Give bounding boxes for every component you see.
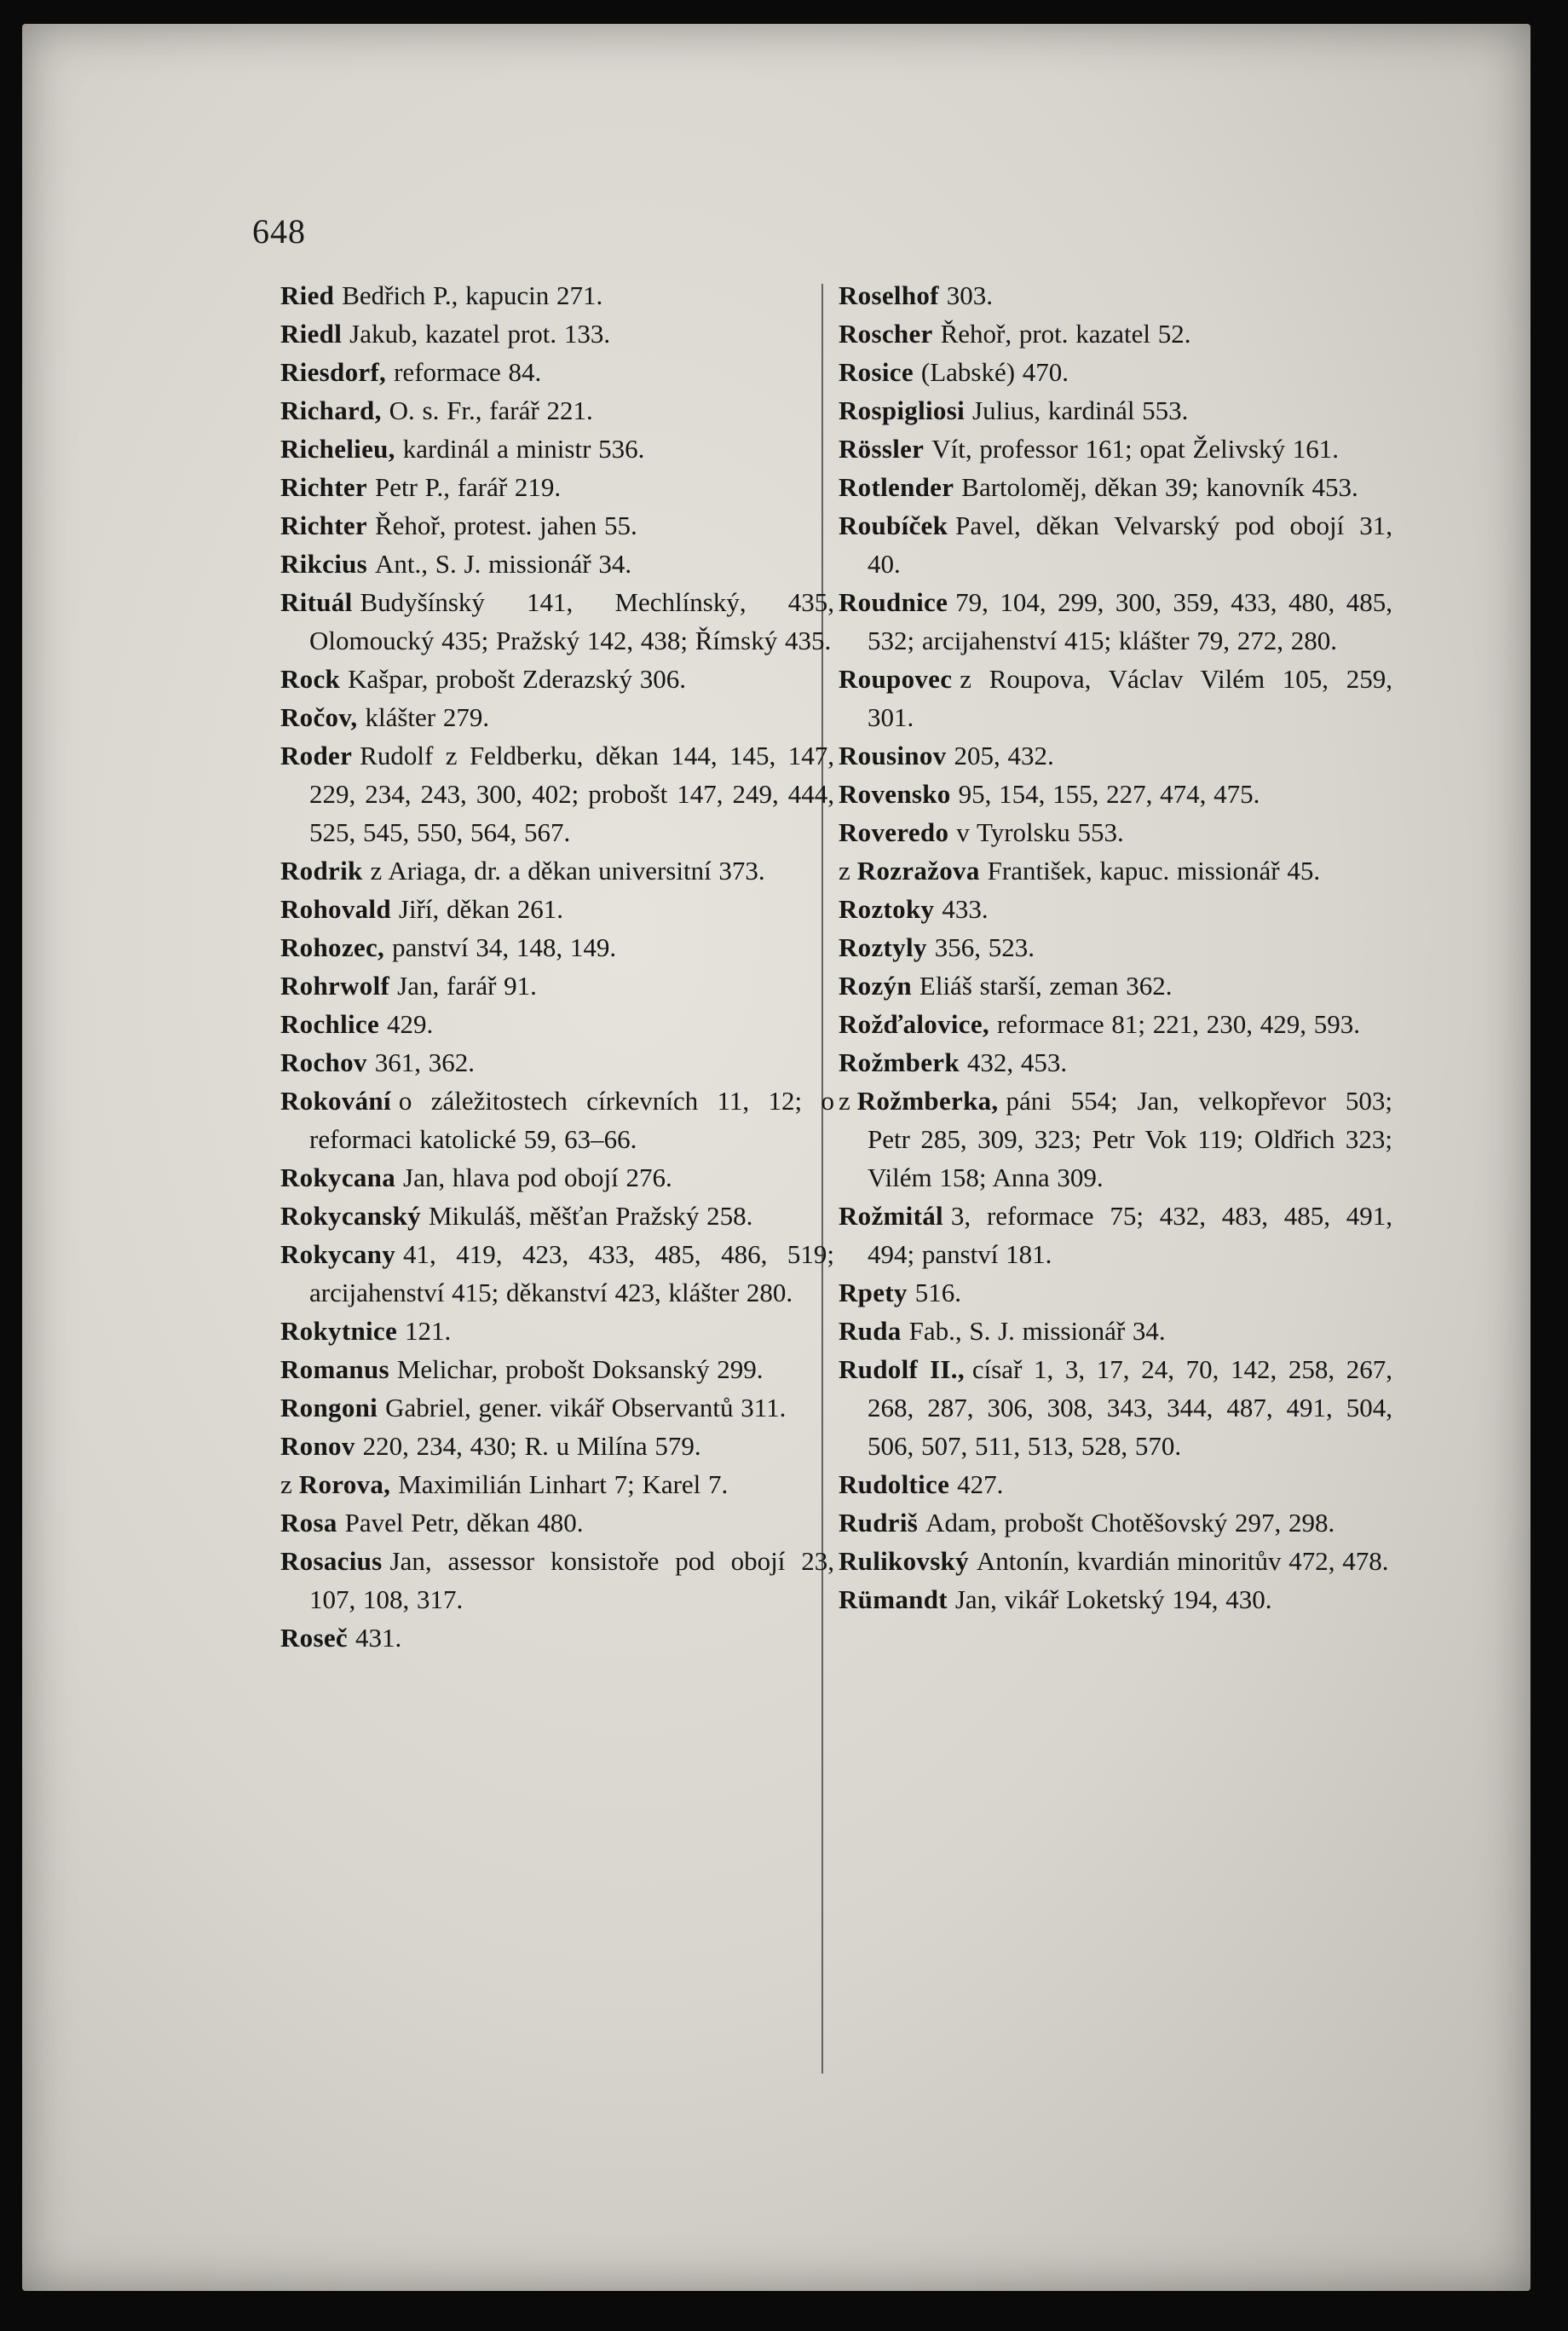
index-entry — [280, 736, 834, 851]
index-entry — [839, 1005, 1392, 1043]
entry-headword: Ročov, — [280, 702, 358, 732]
index-entry — [280, 966, 834, 1005]
index-entry — [280, 468, 834, 506]
entry-headword: Rosacius — [280, 1546, 383, 1576]
index-entry — [280, 1618, 834, 1657]
entry-references: páni 554; Jan, velkopřevor 503; Petr 285, 309, 323; Petr Vok 119; Oldřich 323; Vilém 158; Anna 309. — [868, 1086, 1392, 1192]
entry-references: z Ariaga, dr. a děkan universitní 373. — [370, 856, 765, 886]
index-entry — [839, 1542, 1392, 1580]
entry-headword: Richter — [280, 511, 367, 540]
entry-references: Bedřich P., kapucin 271. — [342, 280, 603, 310]
entry-references: Antonín, kvardián minoritův 472, 478. — [976, 1546, 1389, 1576]
entry-references: panství 34, 148, 149. — [392, 932, 617, 962]
entry-headword: Roselhof — [839, 280, 939, 310]
entry-references: Eliáš starší, zeman 362. — [919, 971, 1173, 1001]
entry-headword: Rožmberka, — [856, 1086, 999, 1116]
entry-headword: Roudnice — [839, 587, 948, 617]
entry-references: 95, 154, 155, 227, 474, 475. — [958, 779, 1260, 809]
entry-references: kardinál a ministr 536. — [402, 434, 645, 464]
index-entry — [280, 353, 834, 391]
index-entry — [839, 276, 1392, 314]
index-entry — [839, 1312, 1392, 1350]
entry-references: Jakub, kazatel prot. 133. — [349, 319, 611, 349]
index-entry — [839, 1350, 1392, 1465]
page-number: 648 — [252, 212, 306, 251]
entry-references: František, kapuc. missionář 45. — [987, 856, 1321, 886]
entry-references: 303. — [946, 280, 994, 310]
index-entry — [280, 1312, 834, 1350]
entry-headword: Rorova, — [298, 1469, 391, 1499]
entry-references: Vít, professor 161; opat Želivský 161. — [931, 434, 1339, 464]
index-entry — [839, 391, 1392, 430]
index-entry — [839, 1580, 1392, 1618]
entry-headword: Rikcius — [280, 549, 368, 579]
entry-headword: Roztyly — [839, 932, 927, 962]
index-entry — [839, 736, 1392, 775]
index-entry — [839, 775, 1392, 813]
entry-references: Řehoř, protest. jahen 55. — [374, 511, 637, 540]
entry-headword: Rokování — [280, 1086, 391, 1116]
entry-references: Jan, assessor konsistoře pod obojí 23, 107, 108, 317. — [309, 1546, 834, 1614]
entry-headword: Rovensko — [839, 779, 951, 809]
entry-headword: Rozražova — [856, 856, 980, 886]
index-entry — [280, 583, 834, 660]
entry-references: Řehoř, prot. kazatel 52. — [940, 319, 1191, 349]
book-page — [22, 24, 1531, 2291]
entry-references: (Labské) 470. — [920, 357, 1069, 387]
entry-references: Fab., S. J. missionář 34. — [908, 1316, 1166, 1346]
index-entry — [280, 1158, 834, 1197]
entry-prefix: z — [839, 856, 850, 886]
entry-headword: Rospigliosi — [839, 395, 966, 425]
index-entry — [280, 1465, 834, 1503]
entry-references: Maximilián Linhart 7; Karel 7. — [398, 1469, 729, 1499]
entry-headword: Rodrik — [280, 856, 363, 886]
entry-references: 41, 419, 423, 433, 485, 486, 519; arcijahenství 415; děkanství 423, klášter 280. — [309, 1239, 834, 1307]
entry-headword: Roscher — [839, 319, 933, 349]
entry-references: z Roupova, Václav Vilém 105, 259, 301. — [868, 664, 1392, 732]
entry-references: 79, 104, 299, 300, 359, 433, 480, 485, 532; arcijahenství 415; klášter 79, 272, 280. — [868, 587, 1392, 655]
index-entry — [280, 506, 834, 545]
index-entry — [839, 813, 1392, 851]
entry-references: Ant., S. J. missionář 34. — [375, 549, 632, 579]
index-entry — [280, 1082, 834, 1158]
entry-references: reformace 81; 221, 230, 429, 593. — [996, 1009, 1360, 1039]
entry-references: císař 1, 3, 17, 24, 70, 142, 258, 267, 268, 287, 306, 308, 343, 344, 487, 491, 504, 506, 507, 511, 513, 528, 570. — [868, 1354, 1392, 1461]
index-entry — [839, 1465, 1392, 1503]
entry-headword: Rudolf II., — [839, 1354, 965, 1384]
index-entry — [280, 276, 834, 314]
entry-references: 432, 453. — [966, 1047, 1068, 1077]
entry-headword: Ruda — [839, 1316, 902, 1346]
index-entry — [280, 1350, 834, 1388]
entry-references: Gabriel, gener. vikář Observantů 311. — [385, 1393, 787, 1422]
index-column-left — [280, 276, 834, 1657]
entry-headword: Rožďalovice, — [839, 1009, 989, 1039]
entry-references: o záležitostech církevních 11, 12; o reformaci katolické 59, 63–66. — [309, 1086, 834, 1154]
entry-headword: Rousinov — [839, 741, 947, 770]
index-entry — [839, 353, 1392, 391]
entry-references: Adam, probošt Chotěšovský 297, 298. — [925, 1508, 1335, 1538]
entry-references: Pavel Petr, děkan 480. — [344, 1508, 584, 1538]
entry-headword: Rohrwolf — [280, 971, 390, 1001]
entry-headword: Rochov — [280, 1047, 367, 1077]
entry-prefix: z — [280, 1469, 292, 1499]
entry-headword: Rotlender — [839, 472, 954, 502]
index-entry — [280, 660, 834, 698]
entry-headword: Rongoni — [280, 1393, 378, 1422]
entry-references: 205, 432. — [954, 741, 1054, 770]
entry-headword: Rohovald — [280, 894, 391, 924]
entry-headword: Rössler — [839, 434, 925, 464]
entry-references: 220, 234, 430; R. u Milína 579. — [362, 1431, 701, 1461]
entry-headword: Rožmitál — [839, 1201, 943, 1231]
entry-headword: Ronov — [280, 1431, 355, 1461]
entry-headword: Rožmberk — [839, 1047, 960, 1077]
entry-headword: Rpety — [839, 1278, 908, 1307]
entry-references: Mikuláš, měšťan Pražský 258. — [428, 1201, 753, 1231]
index-entry — [839, 851, 1392, 890]
entry-references: Melichar, probošt Doksanský 299. — [396, 1354, 764, 1384]
index-entry — [280, 1427, 834, 1465]
entry-headword: Rosice — [839, 357, 914, 387]
entry-headword: Rochlice — [280, 1009, 380, 1039]
index-entry — [839, 1082, 1392, 1197]
entry-headword: Roder — [280, 741, 353, 770]
entry-references: 429. — [387, 1009, 434, 1039]
index-entry — [280, 890, 834, 928]
index-entry — [839, 1043, 1392, 1082]
index-entry — [280, 1503, 834, 1542]
index-column-right — [839, 276, 1392, 1618]
entry-headword: Rudoltice — [839, 1469, 950, 1499]
entry-references: Kašpar, probošt Zderazský 306. — [348, 664, 686, 694]
index-entry — [839, 506, 1392, 583]
entry-references: Budyšínský 141, Mechlínský, 435, Olomoucký 435; Pražský 142, 438; Římský 435. — [309, 587, 834, 655]
entry-references: Jan, hlava pod obojí 276. — [403, 1163, 672, 1192]
index-entry — [280, 430, 834, 468]
index-entry — [839, 966, 1392, 1005]
entry-headword: Rituál — [280, 587, 353, 617]
entry-references: 3, reformace 75; 432, 483, 485, 491, 494; panství 181. — [868, 1201, 1392, 1269]
entry-references: v Tyrolsku 553. — [956, 817, 1124, 847]
entry-headword: Richard, — [280, 395, 382, 425]
entry-headword: Roztoky — [839, 894, 935, 924]
entry-references: 121. — [405, 1316, 452, 1346]
entry-references: O. s. Fr., farář 221. — [389, 395, 593, 425]
entry-headword: Rulikovský — [839, 1546, 969, 1576]
entry-references: 433. — [942, 894, 989, 924]
entry-headword: Roupovec — [839, 664, 953, 694]
entry-references: Pavel, děkan Velvarský pod obojí 31, 40. — [868, 511, 1392, 579]
entry-headword: Rozýn — [839, 971, 912, 1001]
entry-headword: Rosa — [280, 1508, 337, 1538]
index-entry — [280, 1235, 834, 1312]
entry-headword: Rokytnice — [280, 1316, 398, 1346]
entry-references: Jan, vikář Loketský 194, 430. — [954, 1584, 1272, 1614]
index-entry — [280, 314, 834, 353]
index-entry — [839, 1503, 1392, 1542]
index-entry — [280, 1542, 834, 1618]
index-entry — [280, 698, 834, 736]
entry-headword: Rokycana — [280, 1163, 396, 1192]
entry-references: Jan, farář 91. — [397, 971, 537, 1001]
index-entry — [839, 1197, 1392, 1273]
entry-references: 356, 523. — [934, 932, 1035, 962]
entry-references: klášter 279. — [365, 702, 490, 732]
entry-headword: Rock — [280, 664, 341, 694]
entry-headword: Roubíček — [839, 511, 948, 540]
index-entry — [280, 1043, 834, 1082]
entry-headword: Richter — [280, 472, 367, 502]
entry-references: Jiří, děkan 261. — [398, 894, 564, 924]
index-entry — [839, 1273, 1392, 1312]
index-entry — [839, 928, 1392, 966]
index-entry — [280, 391, 834, 430]
entry-references: 431. — [355, 1623, 402, 1653]
entry-headword: Rohozec, — [280, 932, 385, 962]
index-entry — [280, 1388, 834, 1427]
index-entry — [280, 851, 834, 890]
entry-headword: Riesdorf, — [280, 357, 387, 387]
index-entry — [839, 583, 1392, 660]
index-entry — [280, 545, 834, 583]
entry-references: 361, 362. — [374, 1047, 475, 1077]
entry-headword: Ried — [280, 280, 335, 310]
entry-references: 427. — [957, 1469, 1004, 1499]
entry-references: Julius, kardinál 553. — [972, 395, 1189, 425]
index-entry — [839, 314, 1392, 353]
index-entry — [280, 928, 834, 966]
index-entry — [839, 430, 1392, 468]
entry-references: Petr P., farář 219. — [374, 472, 562, 502]
index-entry — [280, 1197, 834, 1235]
entry-headword: Rümandt — [839, 1584, 948, 1614]
entry-headword: Richelieu, — [280, 434, 395, 464]
entry-headword: Riedl — [280, 319, 343, 349]
entry-headword: Romanus — [280, 1354, 389, 1384]
entry-references: reformace 84. — [394, 357, 542, 387]
entry-headword: Rokycanský — [280, 1201, 421, 1231]
entry-headword: Rokycany — [280, 1239, 396, 1269]
entry-prefix: z — [839, 1086, 850, 1116]
entry-headword: Roseč — [280, 1623, 348, 1653]
entry-references: 516. — [914, 1278, 961, 1307]
entry-headword: Rudriš — [839, 1508, 919, 1538]
index-entry — [839, 660, 1392, 736]
index-entry — [280, 1005, 834, 1043]
entry-references: Bartoloměj, děkan 39; kanovník 453. — [961, 472, 1358, 502]
entry-headword: Roveredo — [839, 817, 949, 847]
entry-references: Rudolf z Feldberku, děkan 144, 145, 147, 229, 234, 243, 300, 402; probošt 147, 249, 444, 525, 545, 550, 564, 567. — [309, 741, 834, 847]
index-entry — [839, 468, 1392, 506]
index-entry — [839, 890, 1392, 928]
